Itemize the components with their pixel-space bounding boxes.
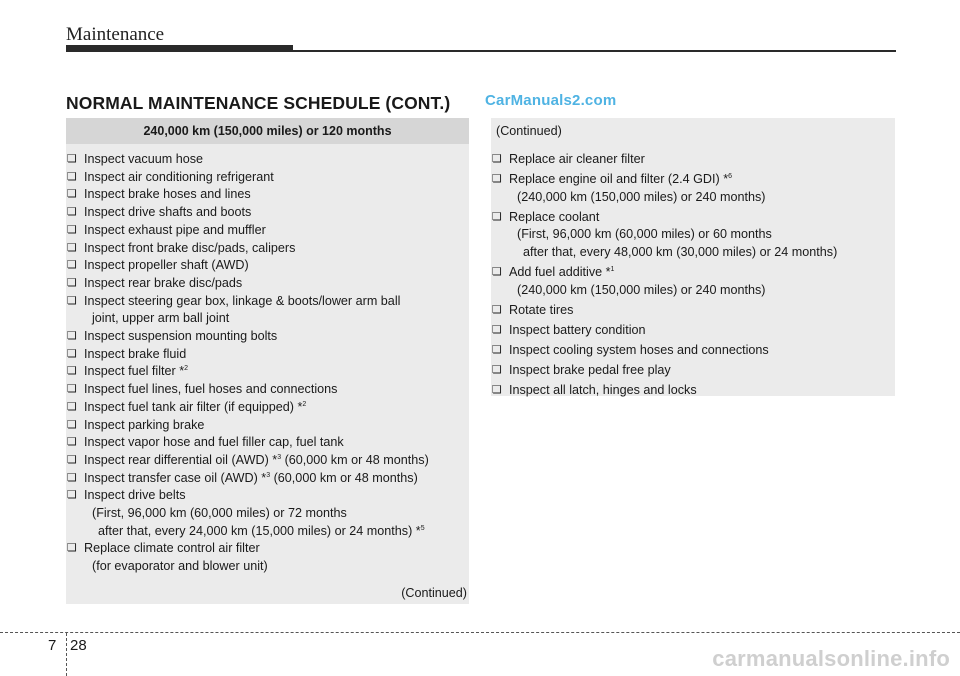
checklist-item-text: Inspect cooling system hoses and connections — [509, 342, 769, 357]
checklist-item-text: Rotate tires — [509, 302, 574, 317]
left-checklist — [66, 151, 469, 576]
checklist-item-text: Inspect drive shafts and boots — [84, 205, 252, 220]
checklist-item — [66, 293, 469, 328]
checklist-item — [66, 346, 469, 364]
footnote-marker: 3 — [266, 471, 271, 479]
checklist-item-text: Inspect brake fluid — [84, 346, 187, 361]
checklist-item-continuation: (240,000 km (150,000 miles) or 240 months) — [517, 189, 766, 204]
footer-rule — [0, 632, 960, 633]
checklist-item — [66, 257, 469, 275]
checklist-item — [66, 328, 469, 346]
schedule-panel-right — [491, 118, 895, 396]
checklist-item-text: Inspect all latch, hinges and locks — [509, 382, 697, 397]
checklist-item — [66, 540, 469, 575]
checklist-item — [66, 487, 469, 540]
checklist-item — [66, 169, 469, 187]
footer-divider — [66, 633, 67, 676]
page-header-title: Maintenance — [66, 24, 165, 45]
checklist-item — [491, 151, 895, 169]
checklist-item-text: Inspect fuel lines, fuel hoses and connections — [84, 382, 338, 397]
checklist-item-text: Inspect exhaust pipe and muffler — [84, 222, 266, 237]
checklist-item — [66, 240, 469, 258]
checklist-item-continuation: joint, upper arm ball joint — [92, 311, 230, 326]
checklist-item — [491, 382, 895, 400]
checklist-item — [491, 322, 895, 340]
checklist-item-text: Inspect propeller shaft (AWD) — [84, 258, 249, 273]
checklist-item — [66, 399, 469, 417]
checklist-item-text: Inspect rear brake disc/pads — [84, 275, 243, 290]
checklist-item-text: Inspect air conditioning refrigerant — [84, 169, 274, 184]
checklist-item-text: Inspect fuel filter * — [84, 364, 185, 379]
continued-note-left: (Continued) — [401, 586, 467, 600]
footnote-marker: 2 — [302, 400, 307, 408]
checklist-item-interval: (60,000 km or 48 months) — [281, 452, 429, 467]
checklist-item-continuation — [84, 523, 469, 541]
footnote-marker: 6 — [728, 173, 733, 180]
checklist-item — [66, 186, 469, 204]
checklist-item-text: Inspect front brake disc/pads, calipers — [84, 240, 296, 255]
page-number: 28 — [70, 637, 87, 654]
checklist-item-text: Add fuel additive * — [509, 265, 611, 280]
chapter-number: 7 — [48, 637, 57, 654]
footnote-marker: 2 — [184, 365, 189, 373]
checklist-item-continuation: (First, 96,000 km (60,000 miles) or 72 months — [92, 506, 347, 521]
checklist-item — [66, 222, 469, 240]
footnote-marker: 5 — [420, 524, 425, 532]
interval-heading: 240,000 km (150,000 miles) or 120 months — [66, 118, 469, 144]
section-title: NORMAL MAINTENANCE SCHEDULE (CONT.) — [66, 93, 451, 113]
checklist-item-text: Inspect rear differential oil (AWD) * — [84, 452, 278, 467]
checklist-item — [491, 302, 895, 320]
checklist-item-continuation: (for evaporator and blower unit) — [92, 559, 268, 574]
checklist-item-text: Inspect transfer case oil (AWD) * — [84, 470, 267, 485]
checklist-item-text: Inspect battery condition — [509, 322, 646, 337]
checklist-item — [491, 342, 895, 360]
checklist-item-text: Replace climate control air filter — [84, 541, 260, 556]
checklist-item — [66, 151, 469, 169]
checklist-item-text: Inspect brake pedal free play — [509, 362, 671, 377]
checklist-item-text: Inspect fuel tank air filter (if equipped) * — [84, 399, 303, 414]
watermark-top: CarManuals2.com — [485, 92, 617, 109]
checklist-item-text: Replace engine oil and filter (2.4 GDI) * — [509, 172, 729, 186]
checklist-item — [66, 434, 469, 452]
checklist-item-text: Inspect steering gear box, linkage & boots/lower arm ball — [84, 293, 401, 308]
continued-note-right: (Continued) — [496, 124, 562, 138]
checklist-item-text: Inspect vacuum hose — [84, 152, 204, 166]
right-checklist — [491, 151, 895, 402]
checklist-item-text: Inspect drive belts — [84, 488, 186, 503]
checklist-item — [66, 452, 469, 470]
checklist-item — [491, 171, 895, 206]
checklist-item-interval: (60,000 km or 48 months) — [270, 470, 418, 485]
checklist-item — [66, 470, 469, 488]
checklist-item-text: Inspect vapor hose and fuel filler cap, fuel tank — [84, 435, 344, 450]
checklist-item — [66, 275, 469, 293]
checklist-item-continuation — [509, 244, 895, 262]
checklist-item-text: Inspect parking brake — [84, 417, 205, 432]
header-rule — [66, 50, 896, 52]
checklist-item — [66, 417, 469, 435]
continuation-text: after that, every 24,000 km (15,000 miles) or 24 months) * — [98, 523, 421, 538]
continuation-text: after that, every 48,000 km (30,000 miles) or 24 months) — [523, 245, 838, 260]
schedule-panel-left — [66, 118, 469, 604]
checklist-item — [491, 209, 895, 262]
checklist-item — [66, 381, 469, 399]
watermark-bottom: carmanualsonline.info — [712, 646, 950, 671]
checklist-item — [66, 363, 469, 381]
checklist-item-text: Replace coolant — [509, 209, 600, 224]
checklist-item-text: Inspect suspension mounting bolts — [84, 329, 278, 344]
footnote-marker: 1 — [610, 266, 615, 274]
checklist-item — [491, 362, 895, 380]
checklist-item-continuation: (240,000 km (150,000 miles) or 240 months) — [517, 282, 766, 297]
checklist-item — [491, 264, 895, 299]
checklist-item-continuation: (First, 96,000 km (60,000 miles) or 60 months — [517, 227, 772, 242]
checklist-item-text: Inspect brake hoses and lines — [84, 187, 251, 202]
checklist-item — [66, 204, 469, 222]
checklist-item-text: Replace air cleaner filter — [509, 152, 645, 166]
footnote-marker: 3 — [277, 453, 282, 461]
